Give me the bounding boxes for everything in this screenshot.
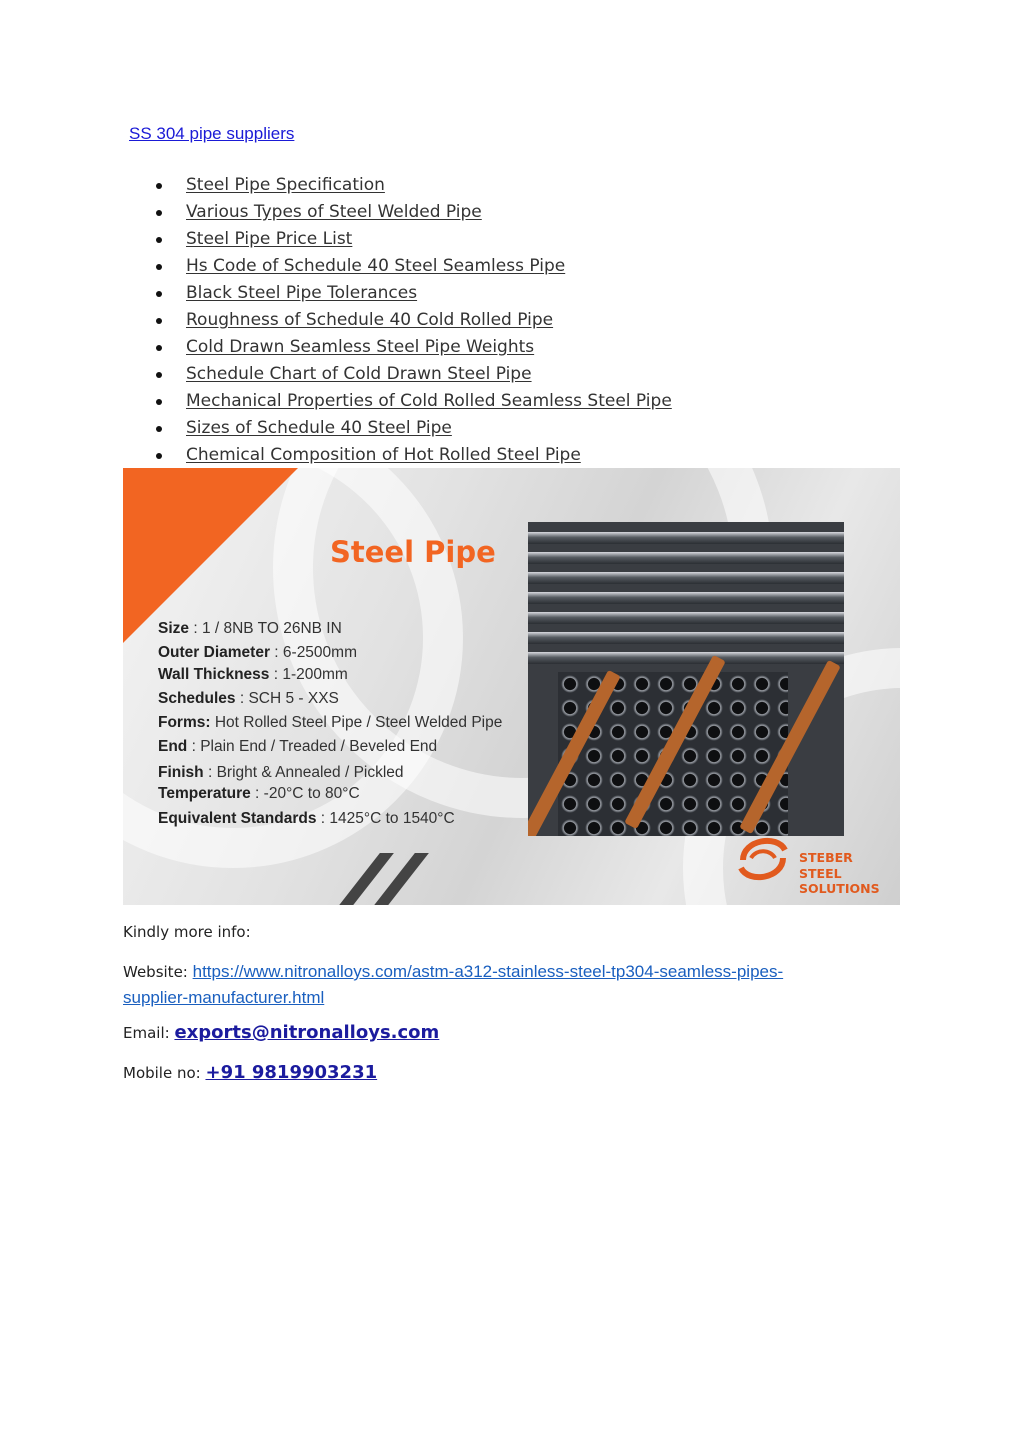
- pipe-row: [528, 532, 844, 544]
- spec-value: 6-2500mm: [282, 644, 357, 661]
- list-item: [150, 172, 672, 199]
- spec-separator: :: [203, 764, 217, 781]
- decorative-stripe: [286, 853, 394, 905]
- spec-row: [158, 620, 342, 638]
- spec-row: [158, 810, 455, 828]
- spec-separator: :: [316, 810, 330, 827]
- pipe-row: [528, 592, 844, 604]
- list-item: [150, 280, 672, 307]
- toc-link[interactable]: Steel Pipe Price List: [186, 229, 353, 249]
- spec-value: 1-200mm: [282, 666, 348, 683]
- pipe-row: [528, 572, 844, 584]
- list-item: [150, 226, 672, 253]
- website-label: Website:: [123, 963, 193, 981]
- list-item: [150, 361, 672, 388]
- spec-value: -20°C to 80°C: [263, 785, 360, 802]
- spec-row: [158, 764, 404, 782]
- spec-separator: :: [235, 690, 249, 707]
- list-item: [150, 253, 672, 280]
- toc-link[interactable]: Roughness of Schedule 40 Cold Rolled Pipe: [186, 310, 554, 330]
- spec-row: [158, 666, 348, 684]
- toc-link[interactable]: Various Types of Steel Welded Pipe: [186, 202, 482, 222]
- spec-value: Plain End / Treaded / Beveled End: [200, 738, 438, 755]
- spec-label: Wall Thickness: [158, 666, 270, 683]
- spec-label: Schedules: [158, 690, 236, 707]
- toc-link[interactable]: Mechanical Properties of Cold Rolled Seamless Steel Pipe: [186, 391, 672, 411]
- bullet-icon: [156, 237, 162, 243]
- toc-list: [150, 172, 672, 469]
- logo-swoosh-icon: [735, 832, 791, 886]
- spec-value: Hot Rolled Steel Pipe / Steel Welded Pipe: [214, 714, 503, 731]
- spec-row: [158, 714, 502, 732]
- toc-link[interactable]: Cold Drawn Seamless Steel Pipe Weights: [186, 337, 535, 357]
- email-label: Email:: [123, 1024, 175, 1042]
- bullet-icon: [156, 345, 162, 351]
- website-link[interactable]: https://www.nitronalloys.com/astm-a312-stainless-steel-tp304-seamless-pipes-: [192, 962, 784, 981]
- bullet-icon: [156, 372, 162, 378]
- spec-label: Outer Diameter: [158, 644, 270, 661]
- pipe-row: [528, 612, 844, 624]
- email-line: [123, 1022, 439, 1043]
- spec-separator: :: [187, 738, 201, 755]
- steel-pipe-photo: [528, 522, 844, 836]
- mobile-label: Mobile no:: [123, 1064, 206, 1082]
- list-item: [150, 388, 672, 415]
- spec-label: Finish: [158, 764, 204, 781]
- spec-label: Temperature: [158, 785, 251, 802]
- spec-value: Bright & Annealed / Pickled: [216, 764, 404, 781]
- bullet-icon: [156, 453, 162, 459]
- bullet-icon: [156, 264, 162, 270]
- list-item: [150, 334, 672, 361]
- contact-intro: Kindly more info:: [123, 923, 251, 941]
- mobile-link[interactable]: +91 9819903231: [205, 1062, 378, 1083]
- spec-row: [158, 785, 360, 803]
- list-item: [150, 307, 672, 334]
- logo-line: STEBER: [799, 850, 853, 865]
- bullet-icon: [156, 183, 162, 189]
- spec-row: [158, 738, 437, 756]
- spec-value: 1425°C to 1540°C: [329, 810, 455, 827]
- spec-label: Equivalent Standards: [158, 810, 317, 827]
- page-title-link[interactable]: SS 304 pipe suppliers: [129, 124, 295, 143]
- toc-link[interactable]: Hs Code of Schedule 40 Steel Seamless Pipe: [186, 256, 566, 276]
- spec-value: 1 / 8NB TO 26NB IN: [201, 620, 342, 637]
- bullet-icon: [156, 426, 162, 432]
- spec-separator: :: [269, 644, 283, 661]
- toc-link[interactable]: Chemical Composition of Hot Rolled Steel Pipe: [186, 445, 581, 465]
- list-item: [150, 199, 672, 226]
- bullet-icon: [156, 399, 162, 405]
- toc-link[interactable]: Black Steel Pipe Tolerances: [186, 283, 418, 303]
- bullet-icon: [156, 318, 162, 324]
- website-link-continued[interactable]: supplier-manufacturer.html: [123, 988, 325, 1007]
- logo-line: STEEL: [799, 865, 842, 881]
- spec-label: Forms:: [158, 714, 211, 731]
- list-item: [150, 442, 672, 469]
- spec-separator: :: [269, 666, 283, 683]
- toc-link[interactable]: Steel Pipe Specification: [186, 175, 385, 195]
- logo-text: [799, 850, 900, 897]
- bullet-icon: [156, 210, 162, 216]
- spec-separator: :: [250, 785, 264, 802]
- spec-row: [158, 644, 357, 662]
- pipe-row: [528, 632, 844, 644]
- email-link[interactable]: exports@nitronalloys.com: [174, 1022, 440, 1043]
- spec-label: Size: [158, 620, 190, 637]
- spec-label: End: [158, 738, 188, 755]
- banner-headline: Steel Pipe: [330, 535, 496, 569]
- list-item: [150, 415, 672, 442]
- spec-separator: :: [189, 620, 202, 637]
- toc-link[interactable]: Schedule Chart of Cold Drawn Steel Pipe: [186, 364, 532, 384]
- bullet-icon: [156, 291, 162, 297]
- steel-pipe-banner: [123, 468, 900, 905]
- logo-line: SOLUTIONS: [799, 881, 880, 896]
- pipe-row: [528, 652, 844, 664]
- spec-value: SCH 5 - XXS: [248, 690, 339, 707]
- mobile-line: [123, 1062, 377, 1083]
- spec-row: [158, 690, 339, 708]
- toc-link[interactable]: Sizes of Schedule 40 Steel Pipe: [186, 418, 452, 438]
- pipe-row: [528, 552, 844, 564]
- website-line: [123, 959, 883, 1011]
